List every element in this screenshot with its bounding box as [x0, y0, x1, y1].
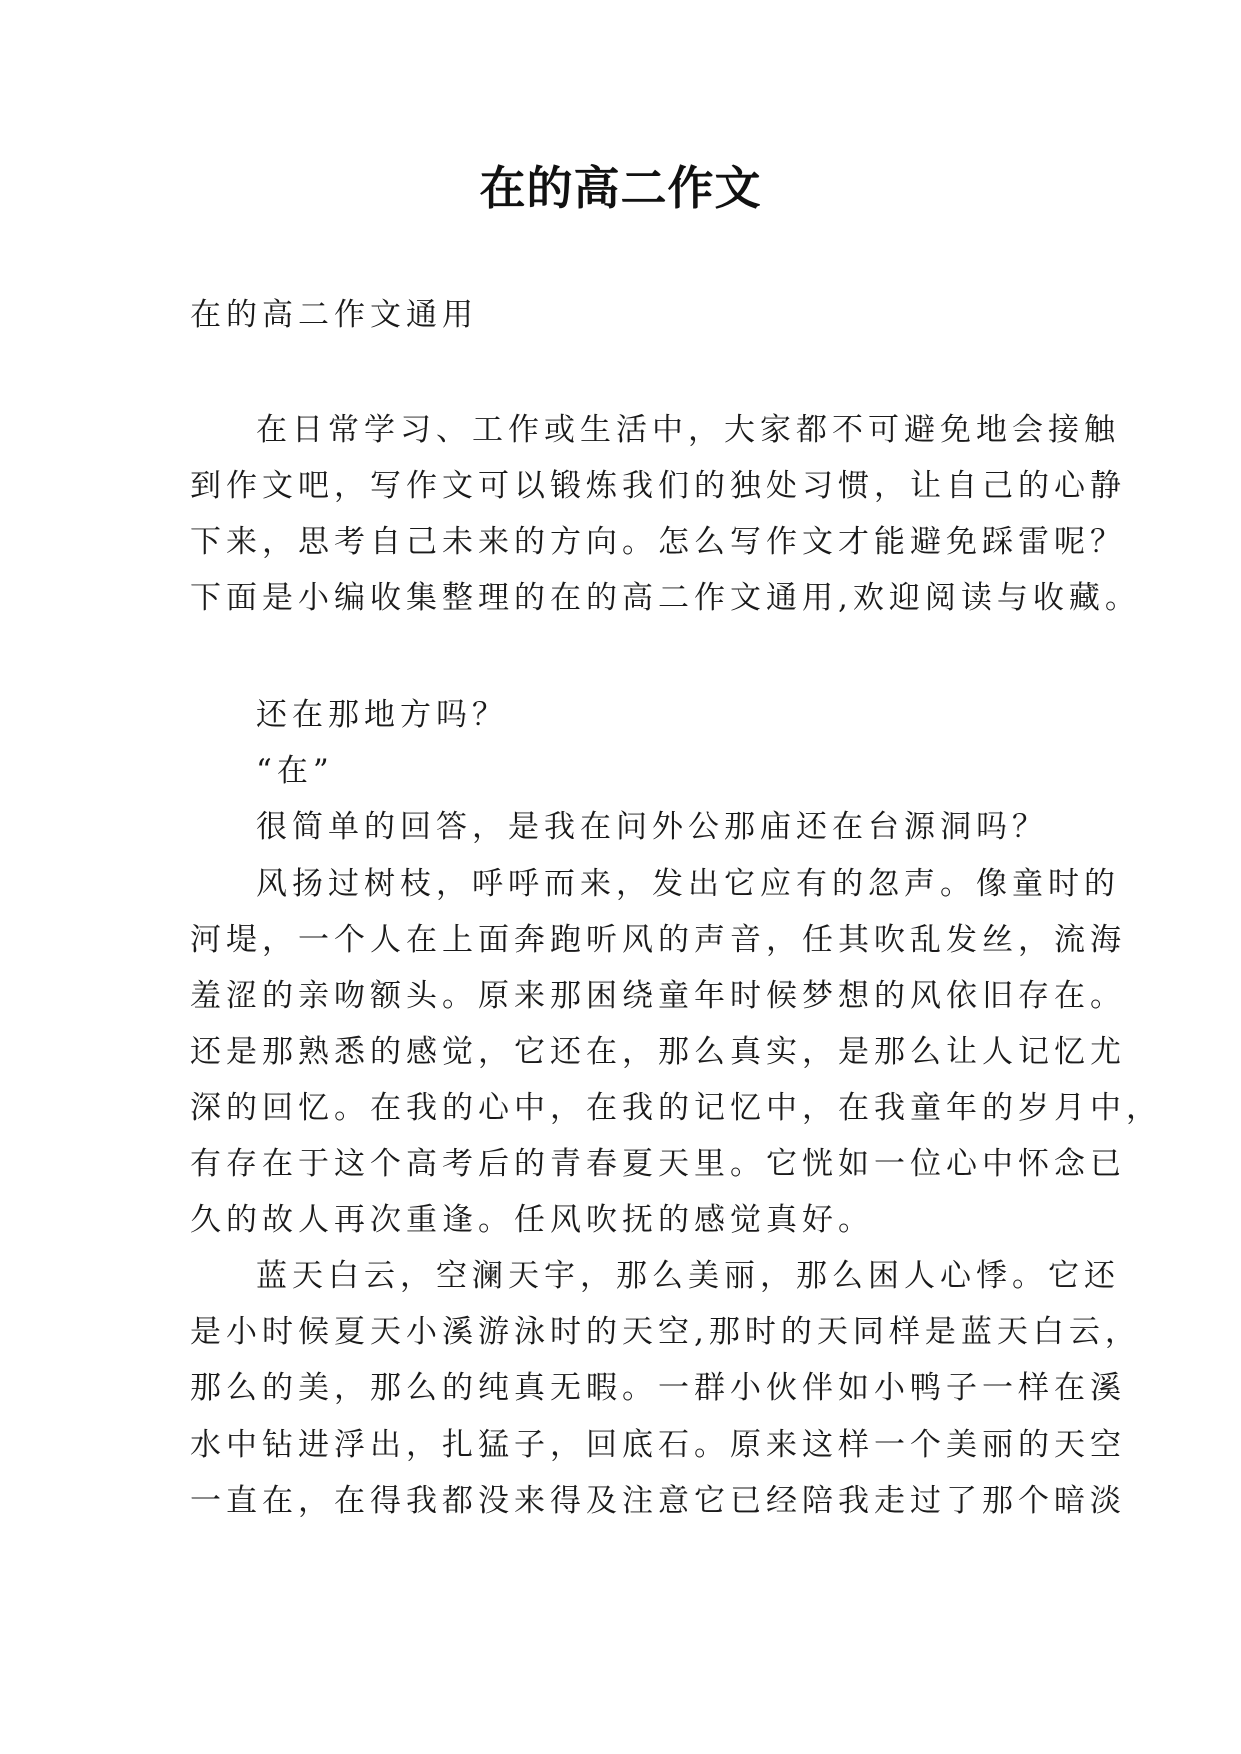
- body-line: 那么的美，那么的纯真无暇。一群小伙伴如小鸭子一样在溪: [190, 1370, 1126, 1406]
- document-subtitle: 在的高二作文通用: [190, 297, 478, 333]
- body-line: 很简单的回答，是我在问外公那庙还在台源洞吗？: [256, 809, 1048, 845]
- body-line: 风扬过树枝，呼呼而来，发出它应有的忽声。像童时的: [256, 866, 1120, 902]
- document-title: 在的高二作文: [479, 161, 762, 215]
- body-line: 一直在，在得我都没来得及注意它已经陪我走过了那个暗淡: [190, 1483, 1126, 1519]
- body-line: 羞涩的亲吻额头。原来那困绕童年时候梦想的风依旧存在。: [190, 978, 1126, 1014]
- body-line: 河堤，一个人在上面奔跑听风的声音，任其吹乱发丝，流海: [190, 922, 1126, 958]
- body-line: 水中钻进浮出，扎猛子，回底石。原来这样一个美丽的天空: [190, 1427, 1126, 1463]
- body-line: “在”: [256, 753, 334, 789]
- body-line: 蓝天白云，空澜天宇，那么美丽，那么困人心悸。它还: [256, 1258, 1120, 1294]
- intro-line: 下来，思考自己未来的方向。怎么写作文才能避免踩雷呢？: [190, 524, 1126, 560]
- body-line: 还是那熟悉的感觉，它还在，那么真实，是那么让人记忆尤: [190, 1034, 1126, 1070]
- body-line: 久的故人再次重逢。任风吹抚的感觉真好。: [190, 1202, 874, 1238]
- body-line: 深的回忆。在我的心中，在我的记忆中，在我童年的岁月中，: [190, 1090, 1162, 1126]
- body-line: 还在那地方吗？: [256, 697, 508, 733]
- body-line: 是小时候夏天小溪游泳时的天空,那时的天同样是蓝天白云，: [190, 1314, 1141, 1350]
- intro-line: 在日常学习、工作或生活中，大家都不可避免地会接触: [256, 412, 1120, 448]
- body-line: 有存在于这个高考后的青春夏天里。它恍如一位心中怀念已: [190, 1146, 1126, 1182]
- intro-line: 下面是小编收集整理的在的高二作文通用,欢迎阅读与收藏。: [190, 580, 1141, 616]
- intro-line: 到作文吧，写作文可以锻炼我们的独处习惯，让自己的心静: [190, 468, 1126, 504]
